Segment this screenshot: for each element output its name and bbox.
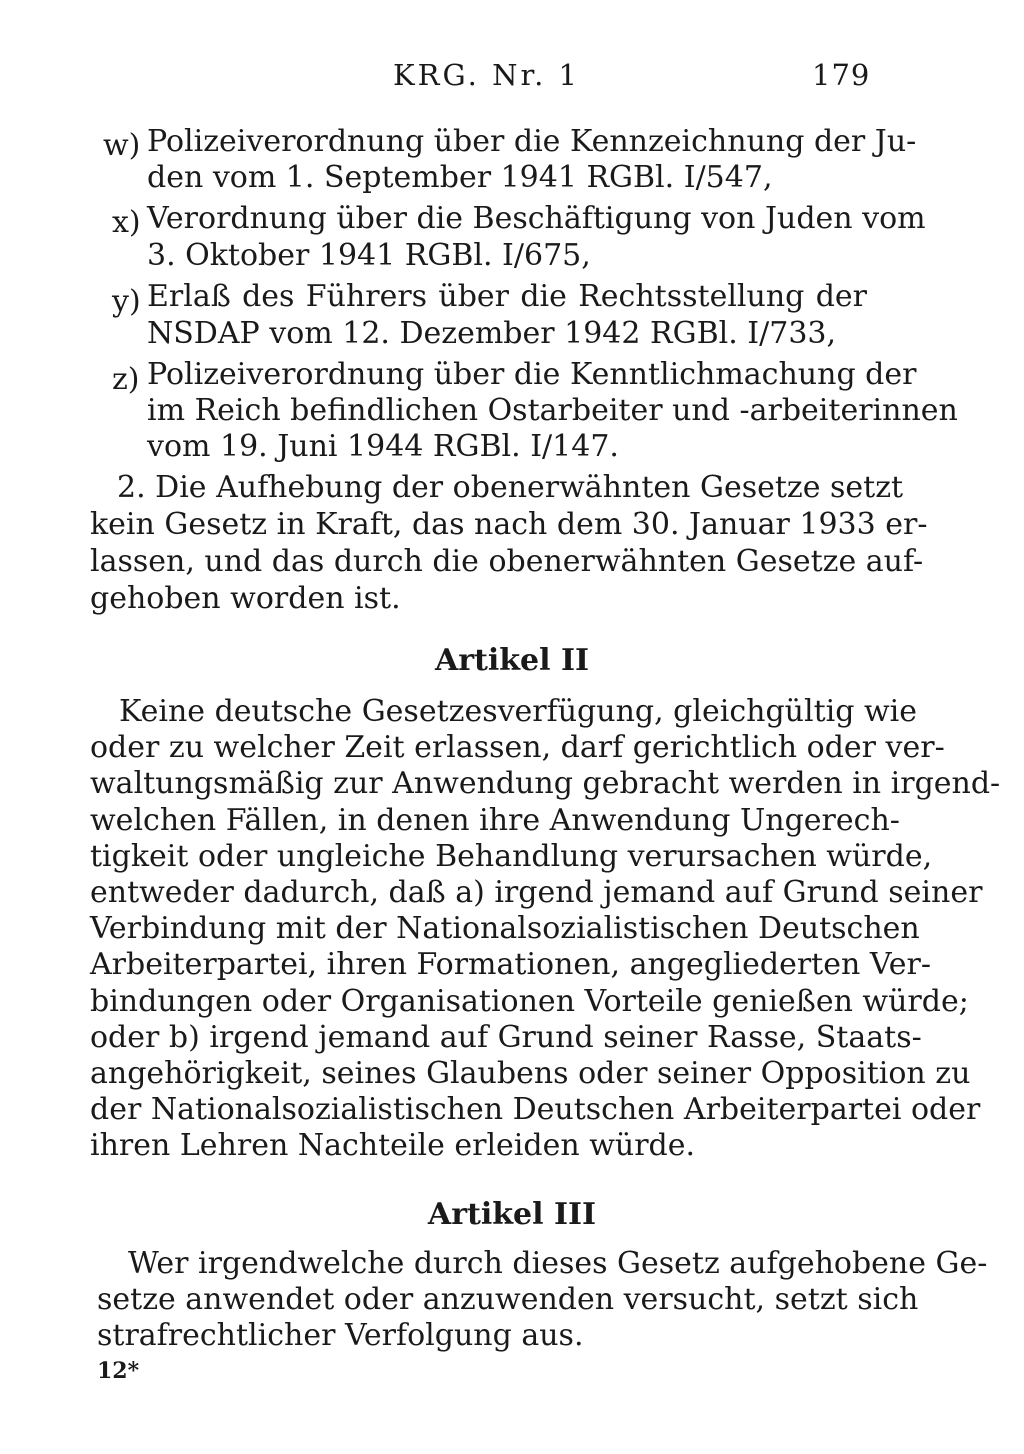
running-head [0, 58, 1024, 98]
list-item-y-line-1: Erlaß des Führers über die Rechtsstellung der [147, 279, 867, 314]
list-item-x-line-2: 3. Oktober 1941 RGBl. I/675, [147, 238, 591, 273]
signature-mark: 12* [97, 1358, 140, 1384]
list-item-z-line-3: vom 19. Juni 1944 RGBl. I/147. [147, 429, 619, 464]
paragraph-2-line-2: kein Gesetz in Kraft, das nach dem 30. Januar 1933 er- [90, 507, 928, 542]
page-number: 179 [812, 58, 871, 92]
running-title: KRG. Nr. 1 [393, 58, 581, 92]
artikel-2-line-11: angehörigkeit, seines Glaubens oder seiner Opposition zu [90, 1056, 971, 1091]
list-label-x: x) [112, 205, 141, 240]
artikel-2-line-9: bindungen oder Organisationen Vorteile genießen würde; [90, 984, 969, 1019]
paragraph-2-line-4: gehoben worden ist. [90, 581, 401, 616]
artikel-2-line-6: entweder dadurch, daß a) irgend jemand auf Grund seiner [90, 875, 983, 910]
list-item-z-line-1: Polizeiverordnung über die Kenntlichmachung der [147, 357, 917, 392]
artikel-2-line-12: der Nationalsozialistischen Deutschen Arbeiterpartei oder [90, 1092, 981, 1127]
artikel-2-line-10: oder b) irgend jemand auf Grund seiner Rasse, Staats- [90, 1020, 922, 1055]
artikel-2-line-5: tigkeit oder ungleiche Behandlung verursachen würde, [90, 839, 933, 874]
list-item-w-line-1: Polizeiverordnung über die Kennzeichnung der Ju- [147, 124, 917, 159]
artikel-3-heading: Artikel III [427, 1197, 597, 1232]
artikel-2-line-2: oder zu welcher Zeit erlassen, darf gerichtlich oder ver- [90, 730, 945, 765]
list-label-z: z) [112, 362, 140, 397]
artikel-2-line-13: ihren Lehren Nachteile erleiden würde. [90, 1128, 696, 1163]
list-label-y: y) [112, 284, 141, 319]
list-item-y-line-2: NSDAP vom 12. Dezember 1942 RGBl. I/733, [147, 316, 837, 351]
artikel-2-line-3: waltungsmäßig zur Anwendung gebracht werden in irgend- [90, 766, 1001, 801]
artikel-3-line-2: setze anwendet oder anzuwenden versucht, setzt sich [97, 1282, 919, 1317]
artikel-2-line-7: Verbindung mit der Nationalsozialistischen Deutschen [90, 911, 920, 946]
list-item-x-line-1: Verordnung über die Beschäftigung von Juden vom [147, 201, 926, 236]
artikel-3-line-3: strafrechtlicher Verfolgung aus. [97, 1318, 584, 1353]
artikel-3-line-1: Wer irgendwelche durch dieses Gesetz aufgehobene Ge- [128, 1246, 988, 1281]
paragraph-2-line-3: lassen, und das durch die obenerwähnten Gesetze auf- [90, 544, 924, 579]
list-item-z-line-2: im Reich befindlichen Ostarbeiter und -arbeiterinnen [147, 393, 958, 428]
artikel-2-heading: Artikel II [434, 643, 590, 678]
paragraph-2-line-1: 2. Die Aufhebung der obenerwähnten Gesetze setzt [117, 470, 904, 505]
artikel-2-line-4: welchen Fällen, in denen ihre Anwendung Ungerech- [90, 803, 900, 838]
artikel-2-line-8: Arbeiterpartei, ihren Formationen, angegliederten Ver- [90, 947, 931, 982]
list-label-w: w) [103, 128, 141, 163]
artikel-2-line-1: Keine deutsche Gesetzesverfügung, gleichgültig wie [119, 694, 917, 729]
list-item-w-line-2: den vom 1. September 1941 RGBl. I/547, [147, 160, 773, 195]
